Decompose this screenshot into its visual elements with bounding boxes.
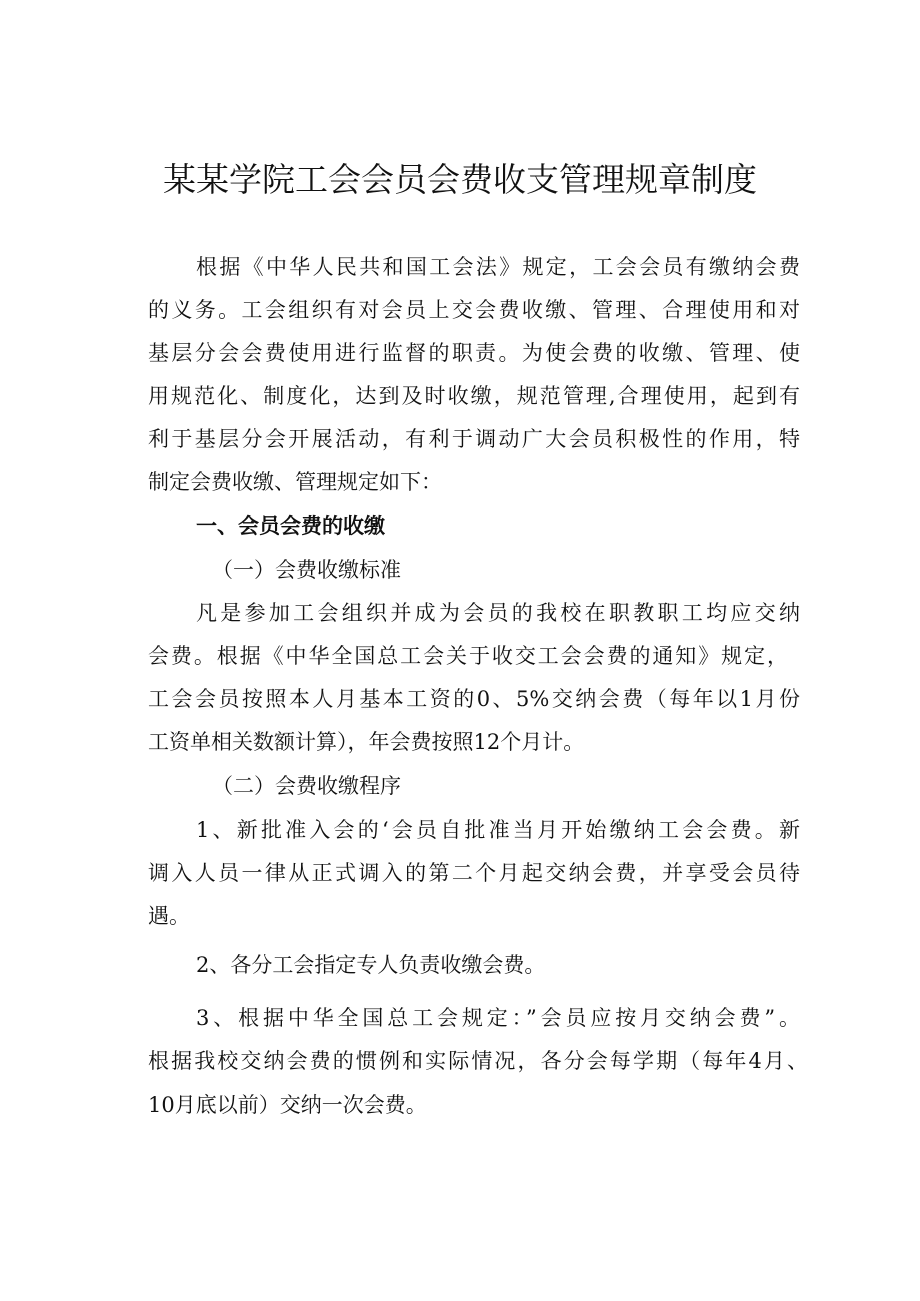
paragraph-line: 根据我校交纳会费的惯例和实际情况，各分会每学期（每年4月、 — [148, 1049, 808, 1073]
intro-line: 利于基层分会开展活动，有利于调动广大会员积极性的作用，特 — [148, 427, 800, 451]
paragraph-line: 工会会员按照本人月基本工资的0、5%交纳会费（每年以1月份 — [148, 687, 800, 711]
paragraph-line: 会费。根据《中华全国总工会关于收交工会会费的通知》规定， — [148, 644, 788, 668]
paragraph-line: 3、根据中华全国总工会规定：”会员应按月交纳会费”。 — [196, 1006, 800, 1030]
paragraph-line: 10月底以前）交纳一次会费。 — [148, 1093, 427, 1117]
paragraph-line: 凡是参加工会组织并成为会员的我校在职教职工均应交纳 — [196, 601, 800, 625]
paragraph-line: 遇。 — [148, 904, 190, 928]
paragraph-line: 2、各分工会指定专人负责收缴会费。 — [196, 953, 546, 977]
intro-line: 用规范化、制度化，达到及时收缴，规范管理,合理使用，起到有 — [148, 384, 800, 408]
subsection-heading: （二）会费收缴程序 — [212, 774, 401, 798]
intro-line: 制定会费收缴、管理规定如下： — [148, 470, 442, 494]
paragraph-line: 工资单相关数额计算），年会费按照12个月计。 — [148, 730, 585, 754]
paragraph-line: 1、新批准入会的‘会员自批准当月开始缴纳工会会费。新 — [196, 818, 800, 842]
document-title: 某某学院工会会员会费收支管理规章制度 — [163, 160, 757, 199]
intro-line: 的义务。工会组织有对会员上交会费收缴、管理、合理使用和对 — [148, 298, 800, 322]
paragraph-line: 调入人员一律从正式调入的第二个月起交纳会费，并享受会员待 — [148, 861, 800, 885]
subsection-heading: （一）会费收缴标准 — [212, 558, 401, 582]
intro-line: 基层分会会费使用进行监督的职责。为使会费的收缴、管理、使 — [148, 341, 800, 365]
section-heading: 一、会员会费的收缴 — [196, 514, 385, 538]
intro-line: 根据《中华人民共和国工会法》规定，工会会员有缴纳会费 — [196, 255, 800, 279]
